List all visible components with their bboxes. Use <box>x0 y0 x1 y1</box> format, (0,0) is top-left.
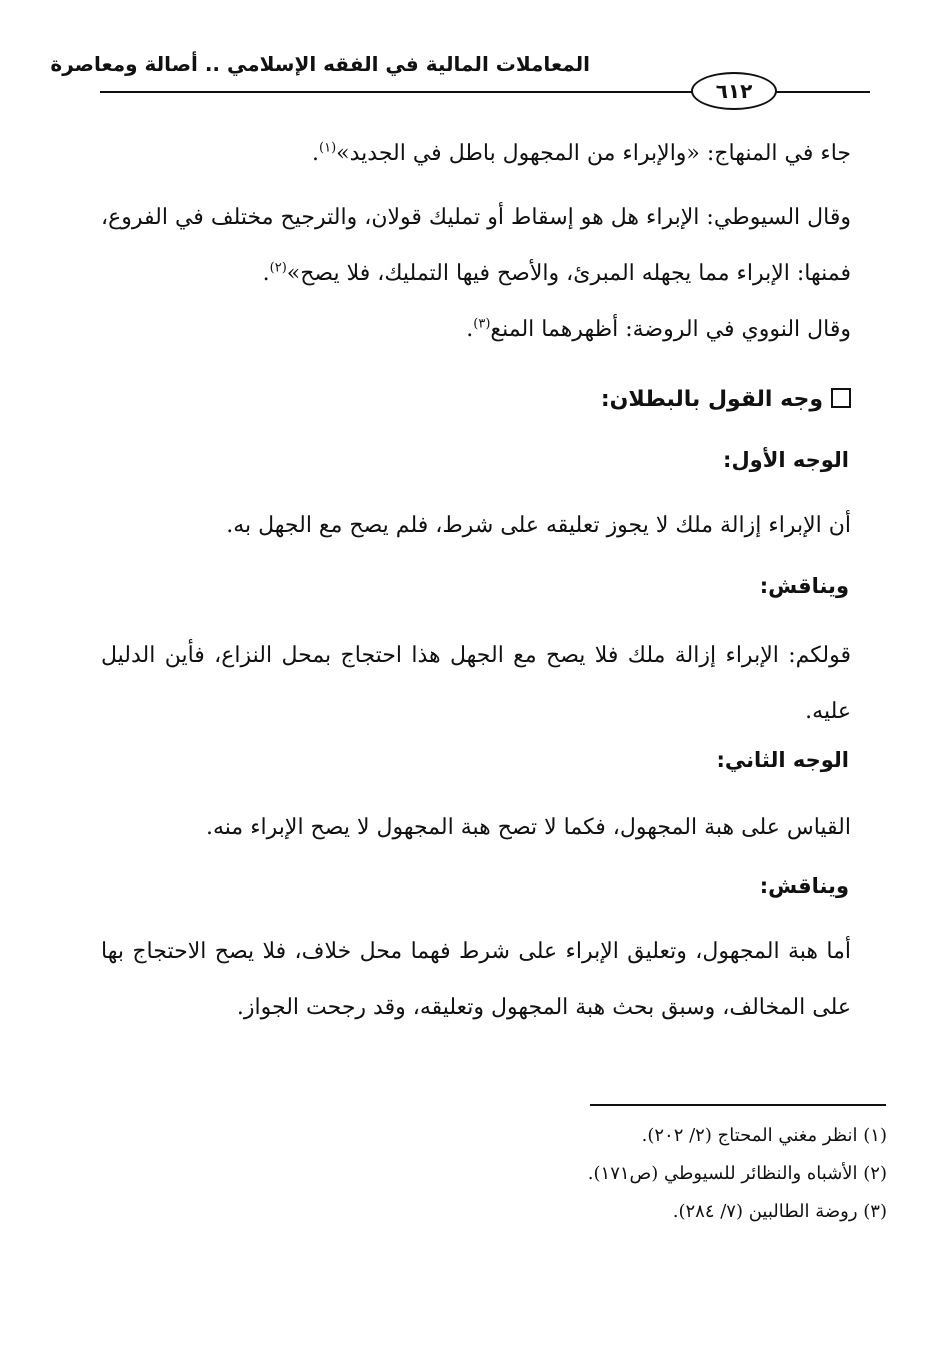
footnote-ref-3: (٣) <box>473 316 491 332</box>
discussion-2-text: أما هبة المجهول، وتعليق الإبراء على شرط فهما محل خلاف، فلا يصح الاحتجاج بها على المخالف، وسبق بحث هبة المجهول وتعليقه، وقد رجحت الجواز. <box>101 939 851 1020</box>
paragraph-end: . <box>262 261 270 286</box>
discussion-1-title: ويناقش: <box>759 574 849 598</box>
footnote-3: (٣) روضة الطالبين (٧/ ٢٨٤). <box>672 1201 887 1222</box>
paragraph-text: وقال السيوطي: الإبراء هل هو إسقاط أو تمليك قولان، والترجيح مختلف في الفروع، فمنها: الإبراء مما يجهله المبرئ، والأصح فيها التمليك، فلا يصح» <box>101 205 851 286</box>
footnote-rule <box>590 1104 886 1106</box>
section-heading-text: وجه القول بالبطلان: <box>600 387 823 412</box>
paragraph-minhaj-quote <box>101 126 851 182</box>
footnote-ref-2: (٢) <box>269 260 287 276</box>
running-header-title: المعاملات المالية في الفقه الإسلامي .. أصالة ومعاصرة <box>50 52 590 76</box>
paragraph-nawawi-quote <box>101 302 851 358</box>
discussion-2-title: ويناقش: <box>759 874 849 898</box>
first-aspect-title: الوجه الأول: <box>723 448 849 472</box>
paragraph-end: . <box>466 317 474 342</box>
paragraph-text: وقال النووي في الروضة: أظهرهما المنع <box>490 317 851 342</box>
square-bullet-icon <box>831 388 851 408</box>
paragraph-suyuti-quote <box>101 190 851 302</box>
first-aspect-text: أن الإبراء إزالة ملك لا يجوز تعليقه على شرط، فلم يصح مع الجهل به. <box>226 513 851 538</box>
second-aspect-title: الوجه الثاني: <box>716 748 849 772</box>
footnote-1: (١) انظر مغني المحتاج (٢/ ٢٠٢). <box>641 1125 887 1146</box>
footnote-2: (٢) الأشباه والنظائر للسيوطي (ص١٧١). <box>587 1163 887 1184</box>
paragraph-end: . <box>312 141 320 166</box>
second-aspect-text: القياس على هبة المجهول، فكما لا تصح هبة المجهول لا يصح الإبراء منه. <box>205 815 851 840</box>
discussion-1-text: قولكم: الإبراء إزالة ملك فلا يصح مع الجهل هذا احتجاج بمحل النزاع، فأين الدليل عليه. <box>101 643 851 724</box>
paragraph-text: جاء في المنهاج: «والإبراء من المجهول باطل في الجديد» <box>336 141 851 166</box>
page-number: ٦١٢ <box>691 72 777 110</box>
section-heading <box>101 380 851 420</box>
footnote-ref-1: (١) <box>319 140 337 156</box>
